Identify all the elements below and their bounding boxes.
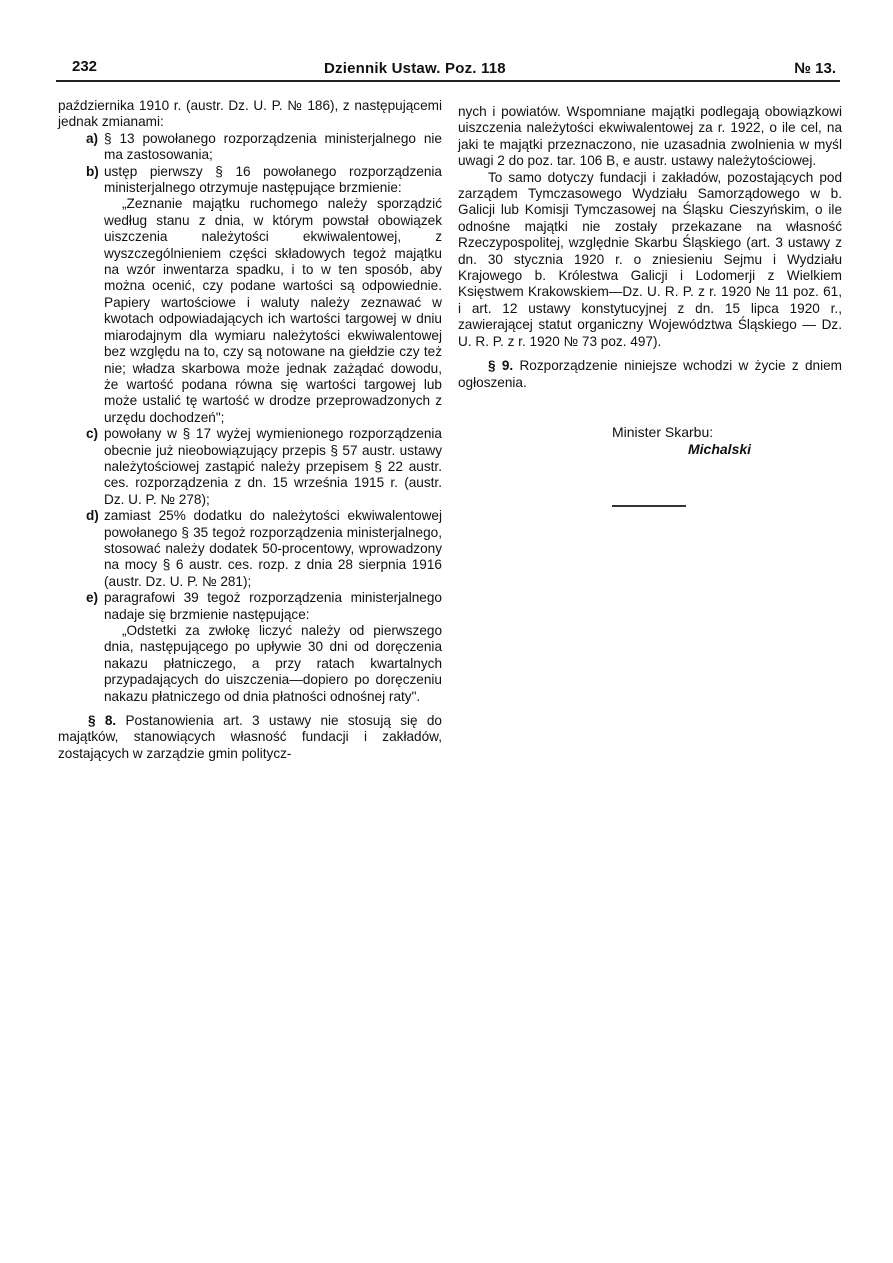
end-rule (612, 505, 686, 507)
right-column (458, 104, 842, 391)
list-item-a (58, 131, 442, 164)
item-label: e) (86, 590, 99, 606)
item-text: § 13 powołanego rozporządzenia ministerjalnego nie ma zastosowania; (104, 130, 442, 163)
section-9-label: § 9. (488, 358, 514, 374)
item-text: ustęp pierwszy § 16 powołanego rozporządzenia ministerjalnego otrzymuje następujące brzmienie: (104, 163, 442, 196)
item-label: d) (86, 508, 99, 524)
list-item-c (58, 426, 442, 508)
list-item-d (58, 508, 442, 590)
left-column (58, 98, 442, 762)
item-text: powołany w § 17 wyżej wymienionego rozporządzenia obecnie już nieobowiązujący przepis § 57 austr. ustawy należytościowej zastąpić należy przepisem § 22 austr. ces. rozporządzenia z dn. 15 września 1915 r. (austr. Dz. U. P. № 278); (104, 426, 442, 507)
section-9 (458, 358, 842, 391)
list-item-b (58, 164, 442, 427)
header-rule (56, 80, 840, 82)
item-text: zamiast 25% dodatku do należytości ekwiwalentowej powołanego § 35 tegoż rozporządzenia ministerjalnego, stosować należy dodatek 50-procentowy, wprowadzony na mocy § 6 austr. ces. rozp. z dnia 28 sierpnia 1916 (austr. Dz. U. P. № 281); (104, 508, 442, 589)
journal-title: Dziennik Ustaw. Poz. 118 (324, 60, 506, 77)
item-text: paragrafowi 39 tegoż rozporządzenia ministerjalnego nadaje się brzmienie następujące: (104, 590, 442, 622)
paragraph-2: To samo dotyczy fundacji i zakładów, pozostających pod zarządem Tymczasowego Wydziału Samorządowego w b. Galicji lub Komisji Tymczasowej na Śląsku Cieszyńskim, o ile odnośne majątki nie zostały przekazane na własność Rzeczypospolitej, względnie Skarbu Śląskiego (art. 3 ustawy z dn. 30 stycznia 1920 r. o zniesieniu Sejmu i Wydziału Krajowego b. Królestwa Galicji i Lodomerji z Wielkiem Księstwem Krakowskiem—Dz. U. R. P. z r. 1920 № 11 poz. 61, i art. 12 ustawy konstytucyjnej z dn. 15 lipca 1920 r., zawierającej statut organiczny Województwa Śląskiego — Dz. U. R. P. z r. 1920 № 73 poz. 497). (458, 169, 842, 349)
list-item-e (58, 590, 442, 705)
page-header (56, 58, 840, 82)
section-8 (58, 713, 442, 762)
page-number: 232 (72, 58, 98, 75)
section-8-text: Postanowienia art. 3 ustawy nie stosują się do majątków, stanowiących własność fundacji i zakładów, zostających w zarządzie gmin politycz- (58, 713, 442, 761)
item-quote: „Zeznanie majątku ruchomego należy sporządzić według stanu z dnia, w którym powstał obowiązek uiszczenia należytości ekwiwalentowej, z wyszczególnieniem części składowych tegoż majątku na wzór inwentarza spadku, i to w ten sposób, aby można ocenić, czy podane wartości są odpowiednie. Papiery wartościowe i waluty należy zeznawać w kwotach odpowiadających ich wartości targowej w dniu miarodajnym dla wymiaru należytości ekwiwalentowej bez względu na to, czy są notowane na giełdzie czy też nie; władza skarbowa może jednak zażądać dowodu, że wartość podana równa się wartości targowej lub może ustalić tę wartość w drodze przeprowadzonych z urzędu dochodzeń"; (104, 196, 442, 425)
issue-number: № 13. (794, 60, 836, 77)
section-9-text: Rozporządzenie niniejsze wchodzi w życie z dniem ogłoszenia. (458, 358, 842, 390)
item-label: a) (86, 130, 99, 146)
item-quote: „Odstetki za zwłokę liczyć należy od pierwszego dnia, następującego po upływie 30 dni od doręczenia nakazu płatniczego, a przy ratach kwartalnych przypadających do uiszczenia—dopiero po doręczeniu nakazu płatniczego od dnia płatności odnośnej raty". (104, 623, 442, 704)
signature-block (612, 424, 751, 458)
item-label: c) (86, 426, 99, 442)
signature-name: Michalski (688, 441, 752, 457)
section-8-label: § 8. (88, 713, 117, 729)
continuation-paragraph: nych i powiatów. Wspomniane majątki podlegają obowiązkowi uiszczenia należytości ekwiwalentowej za r. 1922, o ile cel, na jaki te majątki przeznaczono, nie uzasadnia zwolnienia w myśl uwagi 2 do poz. tar. 106 B, e austr. ustawy należytościowej. (458, 104, 842, 169)
item-label: b) (86, 163, 99, 179)
intro-paragraph: października 1910 r. (austr. Dz. U. P. № 186), z następującemi jednak zmianami: (58, 98, 442, 130)
signature-title: Minister Skarbu: (612, 424, 714, 440)
